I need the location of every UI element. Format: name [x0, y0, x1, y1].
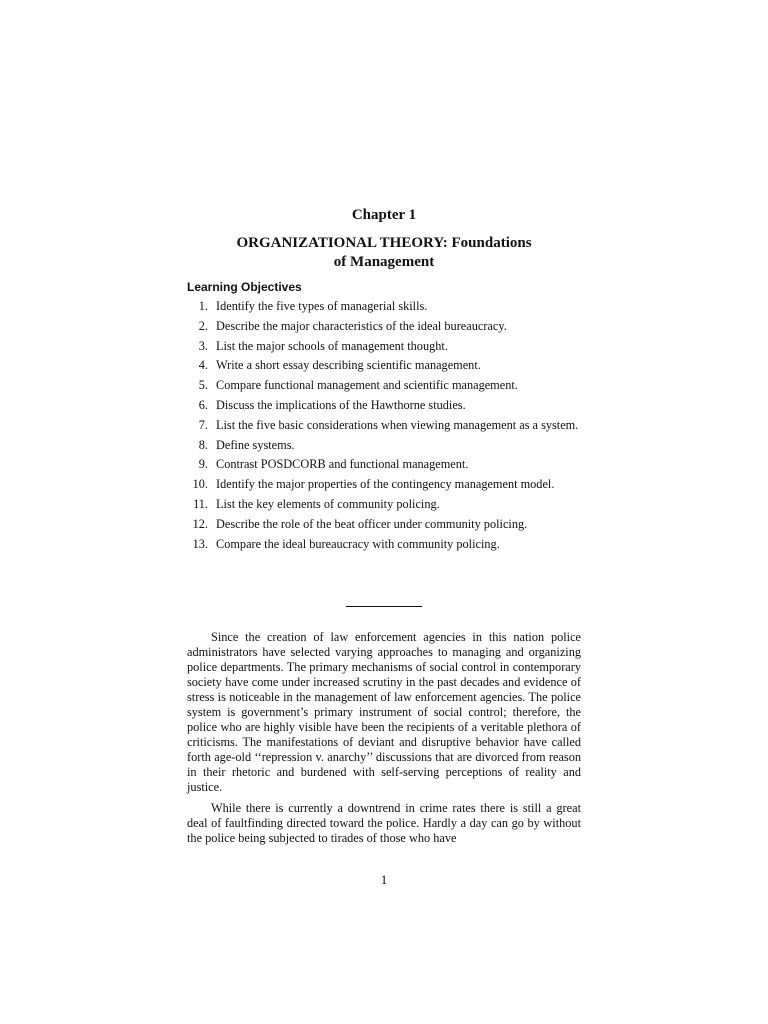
objective-number: 4. — [198, 358, 208, 373]
objective-text: Define systems. — [216, 437, 295, 452]
objective-item — [187, 319, 581, 334]
objective-text: Identify the five types of managerial skills. — [216, 299, 428, 313]
objective-item — [187, 339, 581, 354]
objective-number: 7. — [198, 417, 208, 432]
objective-number: 9. — [198, 457, 208, 472]
objective-number: 12. — [192, 516, 208, 531]
objective-item — [187, 497, 581, 512]
objective-item — [187, 418, 581, 433]
objective-text: List the five basic considerations when viewing management as a system. — [216, 417, 579, 432]
objective-number: 11. — [193, 496, 208, 511]
body-paragraph-1: Since the creation of law enforcement agencies in this nation police administrators have selected varying approaches to managing and organizing police departments. The primary mechanisms of social control in contemporary society have come under increased scrutiny in the past decades and evidence of stress is noticeable in the management of law enforcement agencies. The police system is government’s primary instrument of social control; therefore, the police who are highly visible have been the recipients of a veritable plethora of criticisms. The manifestations of deviant and disruptive behavior have called forth age-old ‘‘repression v. anarchy’’ discussions that are divorced from reason in their rhetoric and burdened with self-serving perceptions of reality and justice. — [187, 630, 581, 794]
objective-number: 1. — [198, 299, 208, 313]
objective-text: List the key elements of community policing. — [216, 496, 440, 511]
objective-number: 2. — [198, 318, 208, 333]
section-divider — [346, 606, 422, 607]
objective-item — [187, 358, 581, 373]
objective-text: Write a short essay describing scientific management. — [216, 358, 481, 373]
objective-item — [187, 457, 581, 472]
page-number: 1 — [380, 872, 388, 887]
objective-text: Compare the ideal bureaucracy with community policing. — [216, 536, 500, 551]
objective-item — [187, 477, 581, 492]
objective-item — [187, 378, 581, 393]
objective-item — [187, 299, 581, 314]
objective-item — [187, 517, 581, 532]
chapter-label: Chapter 1 — [351, 207, 417, 223]
objective-text: List the major schools of management thought. — [216, 338, 448, 353]
body-text — [187, 630, 581, 852]
objective-text: Contrast POSDCORB and functional management. — [216, 457, 469, 472]
learning-objectives-heading: Learning Objectives — [187, 280, 302, 294]
objective-number: 6. — [198, 397, 208, 412]
chapter-title-line-1: ORGANIZATIONAL THEORY: Foundations — [236, 235, 532, 251]
document-page — [187, 0, 581, 1024]
body-paragraph-2: While there is currently a downtrend in crime rates there is still a great deal of faultfinding directed toward the police. Hardly a day can go by without the police being subjected to tirades of those who have — [187, 801, 581, 845]
objective-number: 8. — [198, 437, 208, 452]
objective-text: Describe the role of the beat officer under community policing. — [216, 516, 528, 531]
objective-number: 3. — [198, 338, 208, 353]
objective-text: Compare functional management and scientific management. — [216, 378, 518, 393]
objective-text: Discuss the implications of the Hawthorne studies. — [216, 397, 466, 412]
objective-number: 5. — [198, 378, 208, 393]
chapter-title — [187, 234, 581, 272]
objective-number: 13. — [192, 536, 208, 551]
objective-text: Describe the major characteristics of the ideal bureaucracy. — [216, 318, 507, 333]
objective-number: 10. — [192, 477, 208, 492]
objective-item — [187, 537, 581, 552]
objective-text: Identify the major properties of the contingency management model. — [216, 477, 555, 492]
chapter-title-line-2: of Management — [333, 254, 435, 270]
objective-item — [187, 438, 581, 453]
objective-item — [187, 398, 581, 413]
learning-objectives-list — [187, 299, 581, 556]
